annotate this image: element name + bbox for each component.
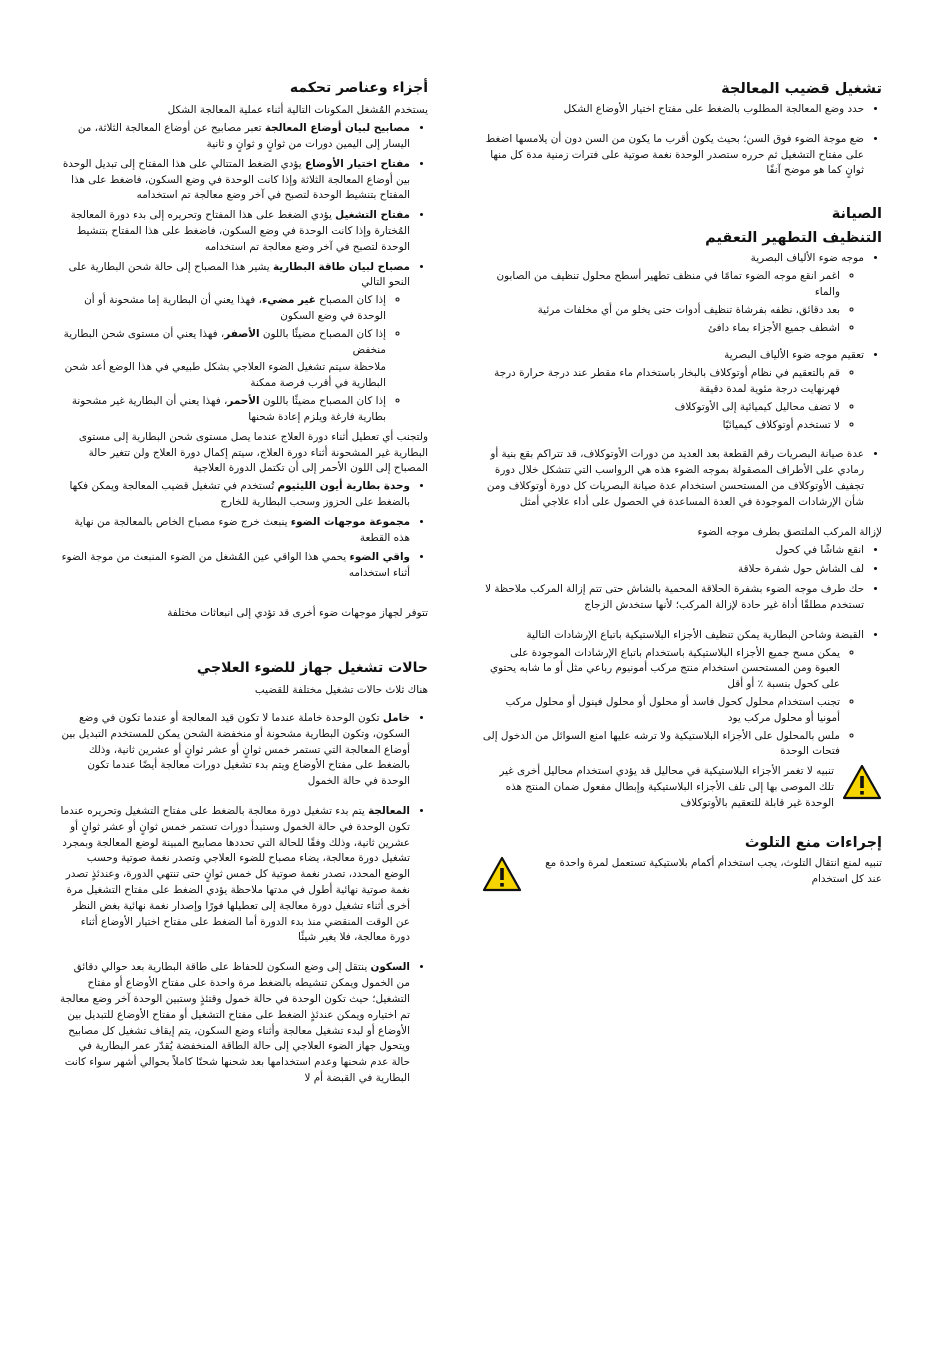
cleaning-subheading: التنظيف التطهير التعقيم [705,230,882,247]
component-label: وحدة بطارية أيون الليثيوم [277,480,410,493]
battery-note: ملاحظة سيتم تشغيل الضوء العلاجي بشكل طبيعي في هذا الوضع أعد شحن البطارية في أقرب فرصة ممكنة [64,361,386,390]
operation-heading: تشغيل قضيب المعالجة [721,81,882,97]
component-text: ينبعث خرج ضوء مصباح الخاص بالمعالجة من نهاية هذه القطعة [74,515,410,544]
component-text: تعبر مصابيح عن أوضاع المعالجة الثلاثة، من اليسار إلى اليمين دورات من ثوانٍ و ثوانٍ و ثانية [77,122,410,150]
component-text: يؤدي الضغط على هذا المفتاح وتحريره إلى بدء دورة المعالجة المُختارة وإذا كانت الوحدة في وضع السكون، فاضغط على هذا المفتاح بتنشيط الوحدة لتصبح في آخر وضع معالجة تم استخدامه [70,209,410,253]
residue-intro: لإزالة المركب الملتصق بطرف موجه الضوء [697,525,882,538]
state-text: تكون الوحدة خاملة عندما لا تكون قيد المعالجة أو عندما تكون في وضع السكون، وتكون البطارية مشحونة أو منخفضة الشحن يمكن للمستخدم التبديل بين أوضاع المعالجة التي تستمر خمس ثوانٍ أو عشر ثوانٍ أو عشرين ثانية، وذلك بالضغط على مفتاح الأوضاع ويتم بدء تشغيل دورات معالجة أيضًا عندما تكون الوحدة في حالة الخمول [61,711,410,788]
list-item: ◦ يمكن مسح جميع الأجزاء البلاستيكية باستخدام باتباع الإرشادات الموجودة على العبوة ومن المستحسن استخدام منتج مركب أمونيوم رباعي مثل أو ما شابه يحتوي على كحول بنسبة ٪ أو أقل [482,646,840,693]
caution-box [482,764,882,811]
right-column [482,78,882,898]
list-item [482,348,864,433]
component-label: مصباح لبيان طاقة البطارية [272,260,410,273]
state-text: ينتقل إلى وضع السكون للحفاظ على طاقة البطارية بعد حوالي دقائق من الخمول ويمكن تنشيطه بالضغط مرة واحدة على مفتاح الأوضاع أو مفتاح التشغيل؛ حيث تكون الوحدة في حالة خمول وقتئذٍ وستبين الوحدة آخر وضع معالجة تم اختياره ويمكن عندئذٍ الضغط على مفتاح التشغيل أو مفتاح الأوضاع للتبديل بين الأوضاع أو لبدء تشغيل معالجة وأثناء وضع السكون، يتم إيقاف تشغيل كل مصابيح ويتحول جهاز الضوء العلاجي إلى حالة الطاقة المنخفضة يُقدّر عمر البطارية في حالة عدم شحنها وعدم استخدامها بعد شحنها شحنًا كاملاً بحوالي أشهر سواء كانت البطارية في القبضة أم لا [60,961,410,1084]
list-item: ◦ لا تضف محاليل كيميائية إلى الأوتوكلاف [482,400,840,416]
list-item: ◦ ملس بالمحلول على الأجزاء البلاستيكية ولا ترشه عليها امنع السوائل من الدخول إلى فتحات الوحدة [482,729,840,761]
battery-state-item: ◦ إذا كان المصباح مضيئًا باللون الأحمر، فهذا يعني أن البطارية غير مشحونة بطارية فارغة ويلزم إعادة شحنها [58,394,386,426]
battery-state-item: ◦ إذا كان المصباح مضيئًا باللون الأصفر، فهذا يعني أن مستوى شحن البطارية منخفض ملاحظة سيتم تشغيل الضوء العلاجي بشكل طبيعي في هذا الوضع أعد شحن البطارية في أقرب فرصة ممكنة [58,327,386,392]
list-item [482,628,864,761]
states-intro: هناك ثلاث حالات تشغيل مختلفة للقضيب [254,684,428,697]
components-intro: يستخدم المُشغل المكونات التالية أثناء عملية المعالجة الشكل [167,104,428,117]
contamination-heading: إجراءات منع التلوث [744,834,882,851]
states-section [58,658,428,1087]
state-label: خامل [382,711,410,724]
state-text: يتم بدء تشغيل دورة معالجة بالضغط على مفتاح التشغيل وتحريره عندما تكون الوحدة في حالة الخمول وستبدأ دورات تستمر خمس ثوانٍ أو عشر ثوانٍ أو عشرين ثانية، وذلك وفقًا للحالة التي تحددها مصابيح المبينة لوضع المعالجة وبمجرد تشغيل دورة معالجة، يضاء مصباح للضوء العلاجي وتصدر نغمة صوتية وحسب الوضع المحدد، تصدر نغمة صوتية كل خمس ثوانٍ حتى تنتهي الدورة، وعندئذٍ تصدر نغمة صوتية نهائية أطول في مدتها ملاحظة يؤدي الضغط على مفتاح التشغيل مرة أخرى أثناء تشغيل دورة معالجة إلى تعطيلها فورًا وإصدار نغمة نهائية بغض النظر عن الوقت المنقضي منذ بدء الدورة أما الضغط على مفتاح اختيار الأوضاع أثناء دورة معالجة، فلا يغير شيئًا [60,804,410,944]
maintenance-section [482,203,882,811]
component-item [58,157,410,204]
component-label: مفتاح التشغيل [335,209,410,222]
state-label: المعالجة [368,804,410,817]
caution-text: تنبيه لا تغمر الأجزاء البلاستيكية في محاليل قد يؤدي استخدام محاليل أخرى غير تلك الموصى بها إلى تلف الأجزاء البلاستيكية وإبطال مفعول ضمان المنتج هذه الوحدة غير قابلة للتعقيم بالأوتوكلاف [499,765,834,809]
list-item: ◦ اشطف جميع الأجزاء بماء دافئ [482,321,840,337]
component-text: تُستخدم في تشغيل قضيب المعالجة ويمكن فكها بالضغط على الحزوز وسحب البطارية للخارج [69,480,410,508]
lightguide-clean-title: موجه ضوء الألياف البصرية [750,252,864,265]
component-label: مصابيح لبيان أوضاع المعالجة [264,122,410,135]
handle-cleaning-text: القبضة وشاحن البطارية يمكن تنظيف الأجزاء البلاستيكية باتباع الإرشادات التالية [526,628,864,641]
component-text: يحمي هذا الواقي عين المُشغل من الضوء المنبعث من موجة الضوء أثناء استخدامه [61,551,410,580]
caution-text: تنبيه لمنع انتقال التلوث، يجب استخدام أكمام بلاستيكية تستعمل لمرة واحدة مع عند كل استخدام [545,856,882,885]
component-item [58,260,410,426]
optic-care-kit: • عدة صيانة البصريات رقم القطعة بعد العديد من دورات الأوتوكلاف، قد تتراكم بقع بنية أو رمادي على الأطراف المصقولة بموجه الضوء هذه هي الرواسب التي تتشكل خلال دورة تجفيف الأوتوكلاف من المستحسن استخدام عدة صيانة البصريات كل دورة أوتوكلاف ومن شأن الإرشادات الموجودة في العدة المساعدة في الحصول على أداء علاجي أمثل [482,447,864,510]
list-item: ◦ اغمر انقع موجه الضوء تمامًا في منظف تطهير أسطح محلول تنظيف من الصابون والماء [482,269,840,301]
state-item [58,804,410,946]
left-column [58,78,428,1091]
caution-box [482,856,882,898]
maintenance-heading: الصيانة [831,206,882,223]
list-item [482,251,864,336]
operation-step: • حدد وضع المعالجة المطلوب بالضغط على مفتاح اختيار الأوضاع الشكل [482,102,864,118]
list-item: • حك طرف موجه الضوء بشفرة الحلاقة المحمية بالشاش حتى تتم إزالة المركب ملاحظة لا تستخدم مطلقًا أداة غير حادة لإزالة المركب؛ لأنها ستخدش الزجاج [482,582,864,614]
lightguide-sterilize-title: تعقيم موجه ضوء الألياف البصرية [724,349,864,362]
warning-triangle-icon [842,764,882,806]
list-item: • انقع شاشًا في كحول [482,543,864,559]
component-item [58,121,410,153]
state-label: السكون [370,961,410,974]
list-item: • لف الشاش حول شفرة حلاقة [482,562,864,578]
list-item: ◦ تجنب استخدام محلول كحول فاسد أو محلول أو محلول فينول أو محلول مركب أمونيا أو محلول مركب يود [482,695,840,727]
list-item: ◦ قم بالتعقيم في نظام أوتوكلاف بالبخار باستخدام ماء مقطر عند درجة حرارة درجة فهرنهايت درجة مئوية لمدة دقيقة [482,366,840,398]
component-text: يؤدي الضغط المتتالي على هذا المفتاح إلى تبديل الوحدة بين أوضاع المعالجة الثلاثة وإذا كانت الوحدة في وضع السكون، فاضغط على هذا المفتاح بتنشيط الوحدة لتصبح في آخر وضع معالجة تم استخدامه [62,157,410,202]
availability-note: تتوفر لجهاز موجهات ضوء أخرى قد تؤدي إلى انبعاثات مختلفة [167,607,428,620]
operation-step: • ضع موجة الضوء فوق السن؛ بحيث يكون أقرب ما يكون من السن دون أن يلامسها اضغط على مفتاح التشغيل ثم حرره ستصدر الوحدة نغمة صوتية على فترات زمنية مدة كل منها ثوانٍ كما هو موضح آنفًا [482,132,864,179]
component-item [58,515,410,547]
component-text: يشير هذا المصباح إلى حالة شحن البطارية على النحو التالي [68,260,410,289]
component-item [58,208,410,255]
component-item [58,550,410,582]
component-label: مفتاح اختيار الأوضاع [305,157,410,170]
component-label: مجموعة موجهات الضوء [290,515,410,528]
battery-paragraph: ولتجنب أي تعطيل أثناء دورة العلاج عندما يصل مستوى شحن البطارية إلى مستوى البطارية غير المشحونة أثناء دورة العلاج، سيتم إكمال دورة العلاج ولن تتغير حالة المصباح إلى اللون الأحمر إلى أن تكتمل الدورة العلاجية [78,430,428,475]
operation-section [482,78,882,179]
battery-state-item: ◦ إذا كان المصباح غير مضيء، فهذا يعني أن البطارية إما مشحونة أو أن الوحدة في وضع السكون [58,293,386,325]
list-item: ◦ بعد دقائق، نظفه بفرشاة تنظيف أدوات حتى يخلو من أي مخلفات مرئية [482,303,840,319]
component-label: واقي الضوء [349,551,410,564]
state-item [58,711,410,790]
component-item [58,479,410,511]
states-heading: حالات تشغيل جهاز للضوء العلاجي [196,659,428,676]
warning-triangle-icon [482,856,522,898]
list-item: ◦ لا تستخدم أوتوكلاف كيميائيًا [482,418,840,434]
contamination-section [482,832,882,898]
state-item [58,960,410,1087]
components-heading: أجزاء وعناصر تحكمه [289,80,428,96]
components-section [58,78,428,622]
